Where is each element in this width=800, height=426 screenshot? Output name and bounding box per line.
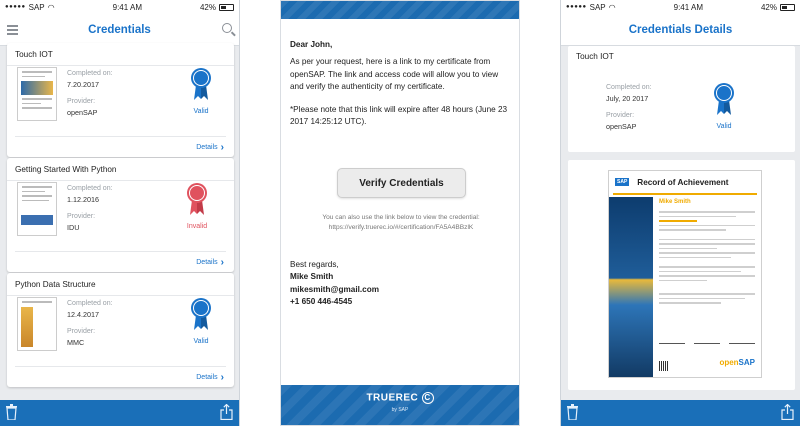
certificate-thumbnail [17,182,57,236]
bottom-toolbar [561,400,800,426]
credential-name: Touch IOT [7,43,234,66]
status-bar [0,0,239,14]
signal-icon: ●●●●● [5,4,26,10]
trash-icon[interactable] [6,404,17,420]
bottom-toolbar [0,400,239,426]
search-icon[interactable] [222,23,232,33]
verification-link-text[interactable]: You can also use the link below to view the credential: https://verify.truerec.io/#/certification/FA5A4BBzlK [322,214,480,231]
wifi-icon: ◠ [47,2,55,12]
provider-value: openSAP [67,108,98,117]
provider-label: Provider: [67,213,96,220]
completed-date: 1.12.2016 [67,195,99,204]
credential-name: Touch IOT [576,52,614,61]
completed-date: July, 20 2017 [606,94,649,103]
completed-label: Completed on: [67,185,113,192]
share-email-screen [280,0,520,426]
credential-name: Getting Started With Python [7,158,234,181]
certificate-thumbnail [17,67,57,121]
brand-name: TRUEREC [366,392,419,404]
chevron-right-icon: › [220,142,224,153]
share-icon[interactable] [220,404,233,420]
chevron-right-icon: › [220,372,224,383]
menu-icon[interactable] [7,25,18,37]
expiry-note: *Please note that this link will expire after 48 hours (June 23 2017 14:25:12 UTC). [290,105,508,127]
battery-percent: 42% [760,2,777,12]
verify-credentials-button[interactable]: Verify Credentials [337,168,466,198]
carrier: SAP [589,2,606,12]
page-title: Credentials [88,23,151,36]
ribbon-badge-icon [190,297,212,331]
details-link[interactable] [196,374,224,381]
ribbon-badge-icon [186,182,208,216]
closing: Best regards, [290,260,339,269]
carrier: SAP [28,2,45,12]
credential-summary [568,46,795,152]
details-label: Details [196,144,218,151]
clock: 9:41 AM [112,2,142,12]
credentials-list-screen [0,0,240,426]
provider-label: Provider: [606,112,635,119]
wifi-icon: ◠ [608,2,616,12]
provider-label: Provider: [67,328,96,335]
chevron-right-icon: › [220,257,224,268]
ribbon-badge-icon [713,82,735,116]
provider-value: MMC [67,338,85,347]
status-badge: Valid [193,108,209,115]
battery-icon [219,4,234,11]
completed-label: Completed on: [606,84,652,91]
sender-phone[interactable]: +1 650 446-4545 [290,297,353,307]
opensap-logo-a: open [719,358,739,367]
credential-card[interactable] [7,273,234,387]
header-band [281,1,519,19]
sender-email[interactable]: mikesmith@gmail.com [290,284,379,294]
message-body: As per your request, here is a link to my certificate from openSAP. The link and access code will allow you to view and verify the authenticity of my certificate. [290,57,499,91]
completed-label: Completed on: [67,70,113,77]
nav-bar [0,14,239,46]
clock: 9:41 AM [673,2,703,12]
signal-icon: ●●●●● [566,4,587,10]
certificate-image[interactable] [608,170,762,378]
status-badge: Valid [193,338,209,345]
certificate-panel [568,160,795,390]
details-label: Details [196,259,218,266]
qr-code [659,361,669,371]
completed-label: Completed on: [67,300,113,307]
status-badge: Valid [716,123,732,130]
provider-value: openSAP [606,122,637,131]
certificate-artwork [609,197,653,377]
credential-details-screen [560,0,800,426]
provider-label: Provider: [67,98,96,105]
status-bar [561,0,800,14]
trash-icon[interactable] [567,404,578,420]
sender-name: Mike Smith [290,272,334,282]
credential-name: Python Data Structure [7,273,234,296]
ribbon-badge-icon [190,67,212,101]
opensap-logo-b: SAP [738,358,755,367]
details-label: Details [196,374,218,381]
footer-band [281,385,519,425]
status-badge: Invalid [186,223,208,230]
details-link[interactable] [196,259,224,266]
share-icon[interactable] [781,404,794,420]
details-link[interactable] [196,144,224,151]
completed-date: 7.20.2017 [67,80,99,89]
certificate-title: Record of Achievement [637,177,729,187]
brand-sub: by SAP [391,407,409,413]
page-title: Credentials Details [628,23,733,36]
credential-card[interactable] [7,158,234,272]
provider-value: IDU [67,223,80,232]
greeting: Dear John, [290,40,333,49]
battery-percent: 42% [199,2,216,12]
sap-logo: SAP [617,179,628,185]
battery-icon [780,4,795,11]
certificate-holder: Mike Smith [659,199,691,205]
credential-card[interactable] [7,43,234,157]
completed-date: 12.4.2017 [67,310,99,319]
nav-bar [561,14,800,46]
certificate-thumbnail [17,297,57,351]
truerec-logo: TRUEREC C [281,392,519,404]
opensap-logo [719,358,755,367]
